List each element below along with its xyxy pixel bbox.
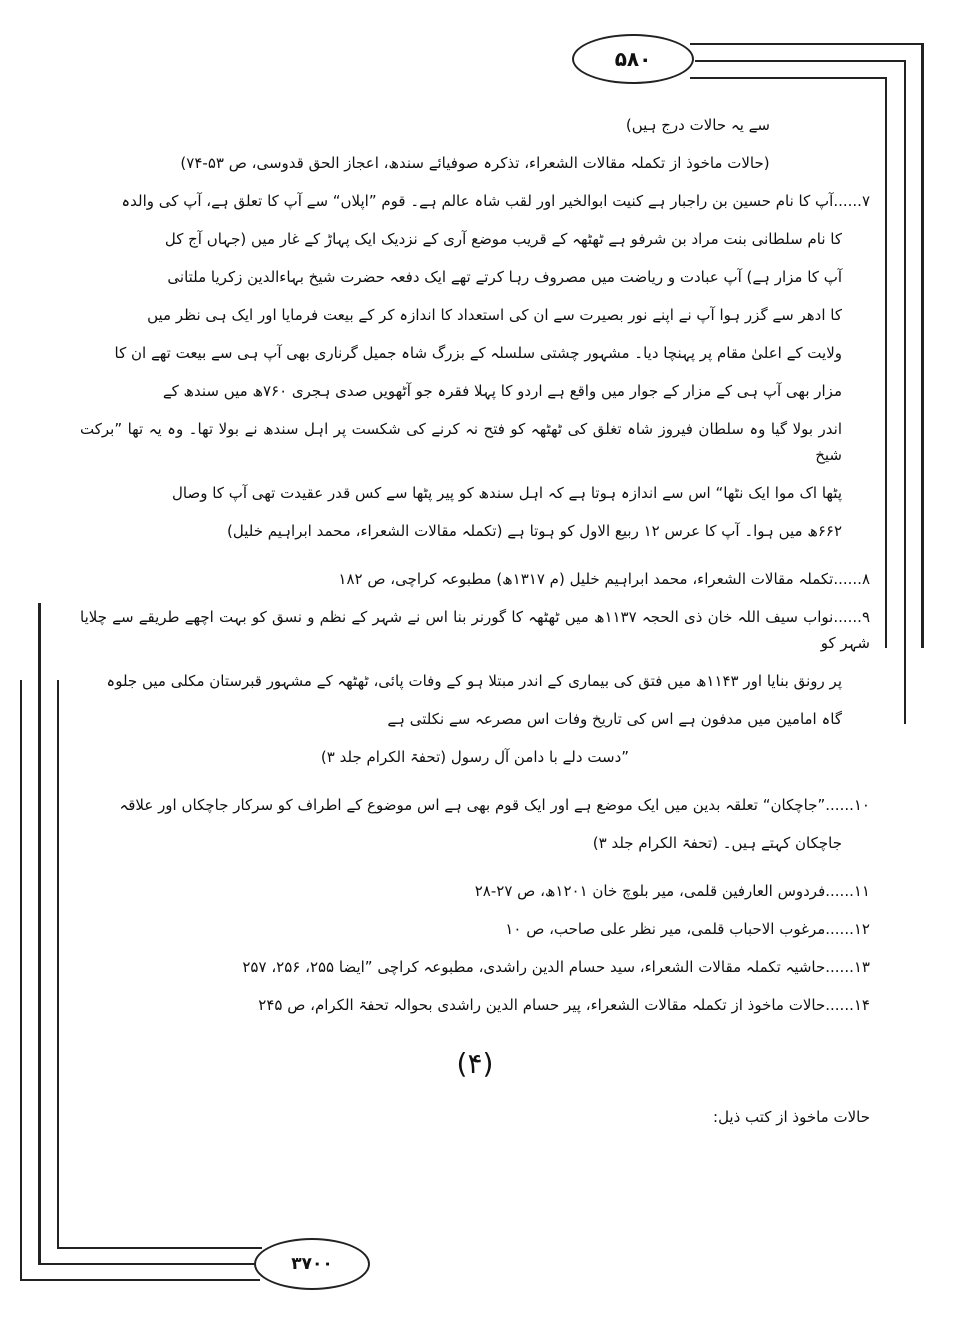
note-10-line: ۱۰......”جاچکان“ تعلقہ بدین میں ایک موضع ہے اور ایک قوم بھی ہے اس موضوع کے اطراف کو سرکار جاچکاں اور علاقہ — [119, 796, 870, 814]
frame-line — [695, 60, 905, 62]
note-7-line: کا ادھر سے گزر ہوا آپ نے اپنے نور بصیرت سے ان کی استعداد کا اندازہ کر کے بیعت فرمایا اور ایک ہی نظر میں — [147, 306, 842, 324]
page-number-bottom — [254, 1238, 370, 1290]
text-column — [80, 112, 870, 1142]
note-7-line: آپ کا مزار ہے) آپ عبادت و ریاضت میں مصروف رہا کرتے تھے ایک دفعہ حضرت شیخ بہاءالدین زکریا ملتانی — [167, 268, 842, 286]
frame-line — [921, 43, 924, 648]
note-7-line: پٹھا اک موا ایک نٹھا“ اس سے اندازہ ہوتا ہے کہ اہل سندھ کو پیر پٹھا سے کس قدر عقیدت تھی آپ کا وصال — [172, 484, 842, 502]
frame-line — [904, 60, 906, 724]
frame-line — [20, 680, 22, 1281]
note-11: ۱۱......فردوس العارفین قلمی، میر بلوچ خان ۱۲۰۱ھ، ص ۲۷-۲۸ — [474, 882, 870, 900]
note-9-line: گاہ امامین میں مدفون ہے اس کی تاریخ وفات اس مصرعہ سے نکلتی ہے — [387, 710, 842, 728]
page-number-text: ۳۷۰۰ — [291, 1254, 333, 1274]
note-9-line: پر رونق بنایا اور ۱۱۴۳ھ میں فتق کی بیماری کے اندر مبتلا ہو کے وفات پائی، ٹھٹھہ کے مشہور قبرستان مکلی میں جلوہ — [106, 672, 842, 690]
note-14: ۱۴......حالات ماخوذ از تکملہ مقالات الشعراء، پیر حسام الدین راشدی بحوالہ تحفۃ الکرام، ص ۲۴۵ — [258, 996, 870, 1014]
note-7-line: ۷......آپ کا نام حسین بن راجبار ہے کنیت ابوالخیر اور لقب شاہ عالم ہے۔ قوم ”اپلاں“ سے آپ کا تعلق ہے، آپ کی والدہ — [121, 192, 870, 210]
note-7-line: ۶۶۲ھ میں ہوا۔ آپ کا عرس ۱۲ ربیع الاول کو ہوتا ہے (تکملہ مقالات الشعراء، محمد ابراہیم خلیل) — [226, 522, 842, 540]
frame-line — [57, 1247, 262, 1249]
intro-line: سے یہ حالات درج ہیں) — [625, 116, 770, 134]
note-9-verse: ”دست دلے با دامن آل رسول (تحفۃ الکرام جلد ۳) — [320, 748, 630, 766]
section-number: (۴) — [456, 1047, 494, 1080]
note-7-line: مزار بھی آپ ہی کے مزار کے جوار میں واقع ہے اردو کا پہلا فقرہ جو آٹھویں صدی ہجری ۷۶۰ھ میں سندھ کے — [162, 382, 842, 400]
frame-line — [690, 77, 887, 79]
frame-line — [57, 680, 59, 1249]
note-13: ۱۳......حاشیہ تکملہ مقالات الشعراء، سید حسام الدین راشدی، مطبوعہ کراچی ”ایضا ۲۵۵، ۲۵۶، ۲۵۷ — [242, 958, 870, 976]
frame-line — [38, 1263, 260, 1265]
page-number-top — [572, 34, 694, 84]
frame-line — [20, 1279, 260, 1281]
section-heading: حالات ماخوذ از کتب ذیل: — [713, 1108, 870, 1126]
frame-line — [690, 43, 923, 45]
note-9-line: ۹......نواب سیف اللہ خان ذی الحجہ ۱۱۳۷ھ میں ٹھٹھہ کا گورنر بنا اس نے شہر کے نظم و نسق کو بہت اچھے طریقے سے چلایا شہر کو — [80, 608, 871, 652]
frame-line — [38, 603, 41, 1265]
note-8: ۸......تکملہ مقالات الشعراء، محمد ابراہیم خلیل (م ۱۳۱۷ھ) مطبوعہ کراچی، ص ۱۸۲ — [338, 570, 870, 588]
note-7-line: کا نام سلطانی بنت مراد بن شرفو ہے ٹھٹھہ کے قریب موضع آری کے نزدیک ایک پہاڑ کے غار میں (جہاں آج کل — [164, 230, 842, 248]
note-7-line: ولایت کے اعلیٰ مقام پر پہنچا دیا۔ مشہور چشتی سلسلہ کے بزرگ شاہ جمیل گرناری بھی آپ ہی سے بیعت تھے ان کا — [114, 344, 842, 362]
page-number-text: ۵۸۰ — [614, 47, 652, 71]
source-line: (حالات ماخوذ از تکملہ مقالات الشعراء، تذکرہ صوفیائے سندھ، اعجاز الحق قدوسی، ص ۵۳-۷۴) — [180, 154, 770, 172]
note-10-line: جاچکان کہتے ہیں۔ (تحفۃ الکرام جلد ۳) — [592, 834, 842, 852]
note-7-line: اندر بولا گیا وہ سلطان فیروز شاہ تغلق کی ٹھٹھہ کو فتح نہ کرنے کی شکست پر اہل سندھ نے بولا تھا۔ وہ یہ تھا ”برکت شیخ — [80, 420, 842, 464]
frame-line — [885, 77, 887, 648]
note-12: ۱۲......مرغوب الاحباب قلمی، میر نظر علی صاحب، ص ۱۰ — [505, 920, 870, 938]
